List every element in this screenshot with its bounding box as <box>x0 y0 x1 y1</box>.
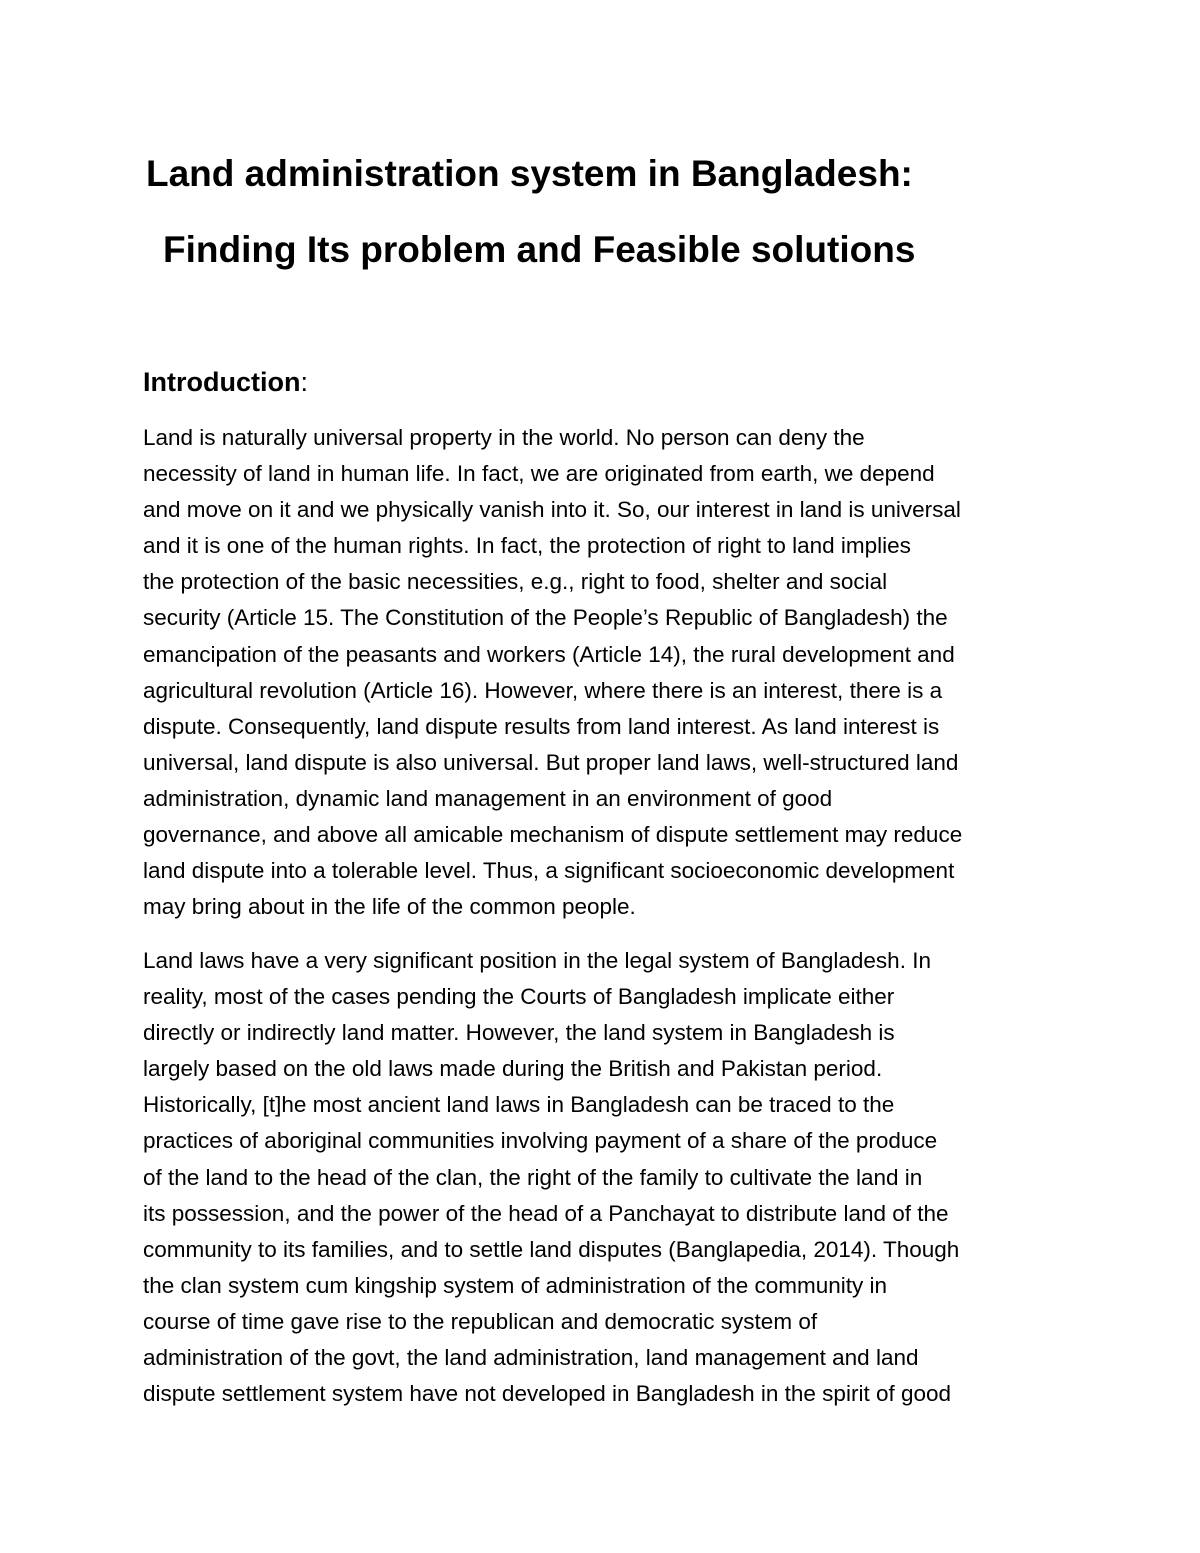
paragraph-line: course of time gave rise to the republican and democratic system of <box>143 1308 818 1334</box>
paragraph-2 <box>143 943 1073 1412</box>
paragraph-line: security (Article 15. The Constitution of the People’s Republic of Bangladesh) the <box>143 605 948 631</box>
section-heading-text: Introduction <box>143 367 301 397</box>
paragraph-line: emancipation of the peasants and workers (Article 14), the rural development and <box>143 641 955 667</box>
paragraph-line: administration, dynamic land management in an environment of good <box>143 785 833 811</box>
document-title-line-2: Finding Its problem and Feasible solutions <box>163 229 916 270</box>
paragraph-line: Historically, [t]he most ancient land laws in Bangladesh can be traced to the <box>143 1092 895 1118</box>
paragraph-line: Land laws have a very significant position in the legal system of Bangladesh. In <box>143 948 931 973</box>
paragraph-line: may bring about in the life of the common people. <box>143 894 636 920</box>
section-heading-colon: : <box>300 367 308 397</box>
paragraph-line: reality, most of the cases pending the Courts of Bangladesh implicate either <box>143 984 895 1010</box>
paragraph-line: of the land to the head of the clan, the right of the family to cultivate the land in <box>143 1164 923 1190</box>
paragraph-line: universal, land dispute is also universal. But proper land laws, well-structured land <box>143 749 959 775</box>
paragraph-line: necessity of land in human life. In fact, we are originated from earth, we depend <box>143 461 935 487</box>
section-heading <box>143 364 308 400</box>
paragraph-line: dispute. Consequently, land dispute results from land interest. As land interest is <box>143 713 940 739</box>
paragraph-line: largely based on the old laws made during the British and Pakistan period. <box>143 1056 883 1082</box>
paragraph-line: community to its families, and to settle land disputes (Banglapedia, 2014). Though <box>143 1236 960 1262</box>
paragraph-line: the clan system cum kingship system of administration of the community in <box>143 1272 888 1298</box>
paragraph-line: practices of aboriginal communities involving payment of a share of the produce <box>143 1128 938 1154</box>
document-title-line-1: Land administration system in Bangladesh: <box>146 153 913 194</box>
paragraph-1 <box>143 420 1073 925</box>
paragraph-line: the protection of the basic necessities, e.g., right to food, shelter and social <box>143 569 888 595</box>
paragraph-line: and it is one of the human rights. In fact, the protection of right to land implies <box>143 533 911 559</box>
paragraph-line: land dispute into a tolerable level. Thus, a significant socioeconomic development <box>143 858 955 884</box>
paragraph-line: directly or indirectly land matter. However, the land system in Bangladesh is <box>143 1020 895 1046</box>
paragraph-line: agricultural revolution (Article 16). However, where there is an interest, there is a <box>143 677 943 703</box>
paragraph-line: its possession, and the power of the head of a Panchayat to distribute land of the <box>143 1200 949 1226</box>
paragraph-line: dispute settlement system have not developed in Bangladesh in the spirit of good <box>143 1381 952 1407</box>
paragraph-line: Land is naturally universal property in the world. No person can deny the <box>143 425 865 450</box>
paragraph-line: governance, and above all amicable mechanism of dispute settlement may reduce <box>143 822 963 848</box>
paragraph-line: administration of the govt, the land administration, land management and land <box>143 1345 919 1371</box>
paragraph-line: and move on it and we physically vanish into it. So, our interest in land is universal <box>143 497 961 523</box>
